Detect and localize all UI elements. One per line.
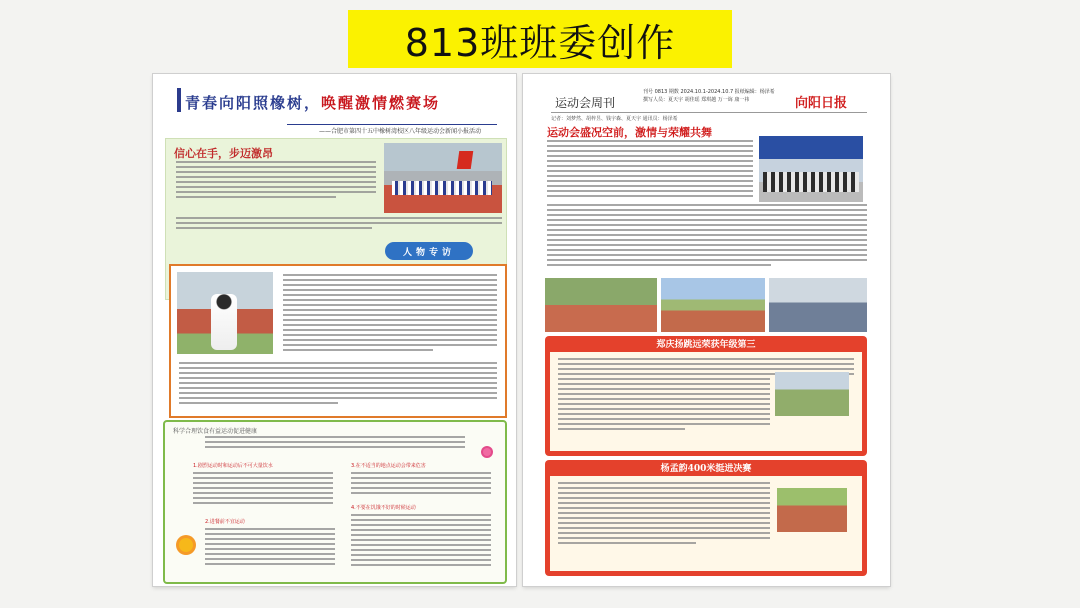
long-jump-story-box	[545, 336, 867, 456]
issue-info: 刊号 0813 期数 2024.10.1-2024.10.7 报纸编辑：杨泽希	[643, 89, 775, 95]
reporters-line: 记者：刘梦然、胡梓昱、钱宇森、夏天宇 通讯员：杨泽希	[551, 116, 678, 122]
section-confidence-text	[176, 161, 376, 201]
interview-badge: 人物专访	[385, 242, 473, 260]
header-accent-bar	[177, 88, 181, 112]
student-figure	[211, 294, 237, 350]
tip-text-1	[193, 472, 333, 507]
tip-text-3	[351, 472, 491, 497]
field-event-photo	[661, 278, 765, 332]
student-portrait-photo	[177, 272, 273, 354]
ceremony-people	[763, 172, 859, 192]
tip-heading-3: 3.在不适当的地点运动会带来危害	[351, 463, 426, 469]
track-race-photo	[545, 278, 657, 332]
diet-tips-title: 科学合理饮食有益运动促进健康	[173, 428, 258, 435]
left-page-subtitle: ——合肥市第四十五中橡树湾校区八年级运动会新闻小报活动	[319, 128, 482, 135]
race-400m-story-box	[545, 460, 867, 576]
masthead-rule	[551, 112, 867, 113]
section-confidence-title: 信心在手，步迈激昂	[174, 147, 273, 160]
parade-photo	[384, 143, 502, 213]
banner-title: 813班班委创作	[404, 20, 676, 65]
flag-icon	[457, 151, 474, 169]
diet-tips-box	[163, 420, 507, 584]
title-part-1: 青春向阳照橡树，	[185, 94, 322, 112]
tip-heading-4: 4.不要在饥饿不好的时候运动	[351, 505, 416, 511]
masthead-title: 运动会周刊	[555, 96, 616, 110]
section-confidence-text-2	[176, 217, 502, 232]
long-jump-athletes-photo	[775, 372, 849, 416]
race-400m-story-title: 杨孟韵400米挺进决赛	[660, 464, 752, 474]
class-group-photo	[769, 278, 867, 332]
issue-writers: 撰写人员：夏天宇 胡佳瑶 郑琪越 万一诲 康一祎	[643, 97, 750, 103]
long-jump-story-text-2	[558, 378, 770, 433]
left-page-title	[185, 92, 440, 113]
tip-heading-1: 1.剧烈运动时和运动后不可大量饮水	[193, 463, 273, 469]
interview-text-2	[179, 362, 497, 407]
flower-icon	[483, 448, 491, 456]
video-title-banner	[348, 10, 732, 68]
race-400m-story-text	[558, 482, 770, 547]
runner-photo	[777, 488, 847, 532]
interview-box	[169, 264, 507, 418]
tip-text-4	[351, 514, 491, 569]
main-article-text-2	[547, 204, 867, 269]
flower-icon	[179, 538, 193, 552]
tip-text-2	[205, 528, 335, 568]
parade-crowd	[392, 181, 492, 195]
right-newspaper-page	[523, 74, 890, 586]
subtitle-rule	[287, 124, 497, 125]
diet-tips-intro	[205, 436, 465, 451]
long-jump-story-title: 郑庆扬跳远荣获年级第三	[656, 340, 756, 350]
main-article-text	[547, 140, 753, 200]
main-headline: 运动会盛况空前，激情与荣耀共舞	[547, 126, 712, 139]
award-ceremony-photo	[759, 136, 863, 202]
interview-text	[283, 274, 497, 354]
title-part-2: 唤醒激情燃赛场	[321, 94, 441, 112]
tip-heading-2: 2.进餐前不宜运动	[205, 519, 245, 525]
newspaper-brand: 向阳日报	[795, 96, 848, 111]
left-newspaper-page	[153, 74, 516, 586]
left-page-header	[159, 82, 509, 138]
